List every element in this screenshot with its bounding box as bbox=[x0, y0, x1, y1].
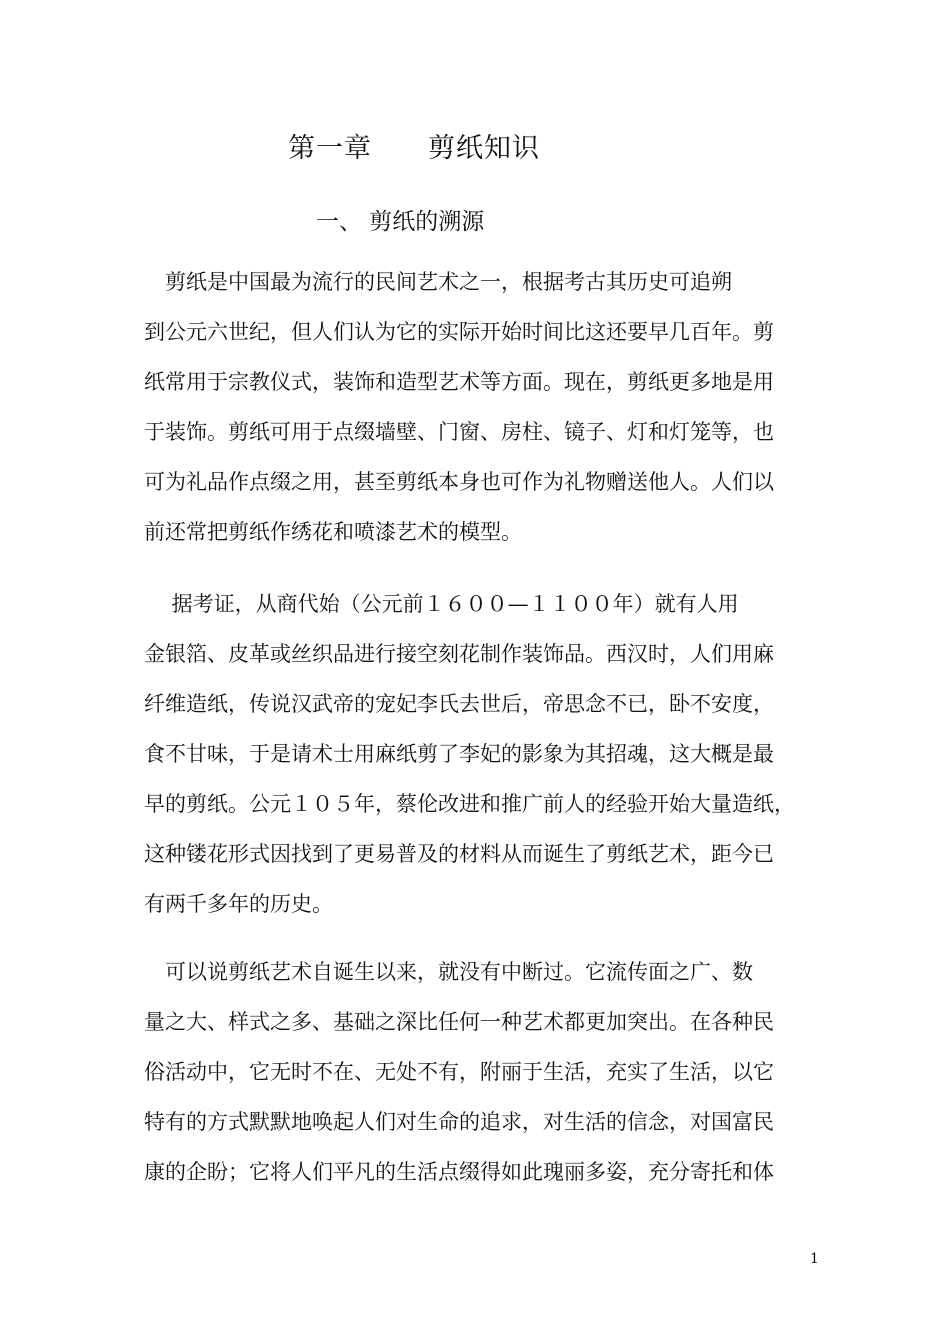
text-line: 前还常把剪纸作绣花和喷漆艺术的模型。 bbox=[144, 520, 522, 544]
text-line: 特有的方式默默地唤起人们对生命的追求，对生活的信念，对国富民 bbox=[144, 1110, 774, 1134]
text-line: 康的企盼；它将人们平凡的生活点缀得如此瑰丽多姿，充分寄托和体 bbox=[144, 1160, 774, 1184]
text-line: 量之大、样式之多、基础之深比任何一种艺术都更加突出。在各种民 bbox=[144, 1010, 774, 1034]
page-number: 1 bbox=[810, 1251, 819, 1267]
text-line: 可为礼品作点缀之用，甚至剪纸本身也可作为礼物赠送他人。人们以 bbox=[144, 470, 774, 494]
chapter-title: 第一章 剪纸知识 bbox=[288, 133, 540, 164]
text-line: 这种镂花形式因找到了更易普及的材料从而诞生了剪纸艺术，距今已 bbox=[144, 842, 774, 866]
text-line: 到公元六世纪，但人们认为它的实际开始时间比这还要早几百年。剪 bbox=[144, 320, 774, 344]
text-line: 金银箔、皮革或丝织品进行接空刻花制作装饰品。西汉时，人们用麻 bbox=[144, 642, 774, 666]
text-line: 纸常用于宗教仪式，装饰和造型艺术等方面。现在，剪纸更多地是用 bbox=[144, 370, 774, 394]
text-line: 纤维造纸，传说汉武帝的宠妃李氏去世后，帝思念不已，卧不安度， bbox=[144, 692, 774, 716]
text-line: 俗活动中，它无时不在、无处不有，附丽于生活，充实了生活，以它 bbox=[144, 1060, 774, 1084]
text-line: 食不甘味，于是请术士用麻纸剪了李妃的影象为其招魂，这大概是最 bbox=[144, 742, 774, 766]
section-title: 一、 剪纸的溯源 bbox=[316, 209, 485, 235]
text-line: 有两千多年的历史。 bbox=[144, 892, 333, 916]
text-line: 于装饰。剪纸可用于点缀墙壁、门窗、房柱、镜子、灯和灯笼等，也 bbox=[144, 420, 774, 444]
text-line: 据考证，从商代始（公元前１６００—１１００年）就有人用 bbox=[144, 592, 739, 616]
text-line: 可以说剪纸艺术自诞生以来，就没有中断过。它流传面之广、数 bbox=[144, 960, 753, 984]
text-line: 剪纸是中国最为流行的民间艺术之一，根据考古其历史可追朔 bbox=[144, 270, 732, 294]
text-line: 早的剪纸。公元１０５年，蔡伦改进和推广前人的经验开始大量造纸， bbox=[144, 792, 795, 816]
